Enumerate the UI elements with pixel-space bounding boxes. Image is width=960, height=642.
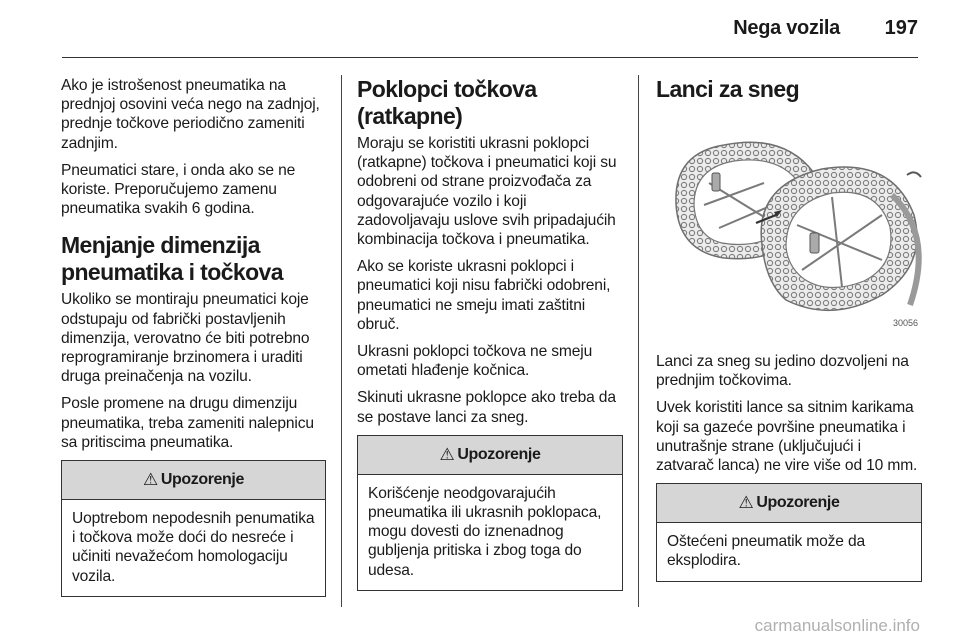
warning-triangle-icon: ⚠ — [439, 444, 455, 464]
warning-box-1 — [61, 460, 326, 597]
paragraph-remove-covers: Skinuti ukrasne poklopce ako treba da se postave lanci za sneg. — [357, 389, 616, 426]
heading-snow-chains: Lanci za sneg — [656, 76, 800, 102]
paragraph-front-wheels-only: Lanci za sneg su jedino dozvoljeni na prednjim točkovima. — [656, 353, 909, 390]
watermark-text: carmanualsonline.info — [754, 616, 920, 635]
warning-header — [657, 484, 921, 523]
heading-wheel-covers: Poklopci točkova (ratkapne) — [357, 76, 537, 129]
column-2 — [357, 76, 623, 591]
paragraph-approved-covers: Moraju se koristiti ukrasni poklopci (ratkapne) točkova i pneumatici koji su odobreni od strane proizvođača za odgovarajuće vozilo i koji zadovoljavaju uslove svih pripadajućih kombinacija točkova i pneumatika. — [357, 135, 617, 249]
column-1 — [61, 76, 326, 597]
page-header — [0, 0, 960, 58]
section-title: Nega vozila — [733, 17, 840, 39]
column-divider-2 — [638, 75, 639, 607]
paragraph-speedometer: Ukoliko se montiraju pneumatici koje odstupaju od fabrički postavljenih dimenzija, verovatno će biti potrebno reprogramiranje brzinomera i uraditi druga preinačenja na vozilu. — [61, 291, 310, 386]
paragraph-rim-protector: Ako se koriste ukrasni poklopci i pneumatici koji nisu fabrički odobreni, pneumatici ne smeju imati zaštitni obruč. — [357, 258, 611, 333]
paragraph-small-links: Uvek koristiti lance sa sitnim karikama koji sa gazeće površine pneumatika i unutrašnje strane (uključujući i zatvarač lanca) ne vire više od 10 mm. — [656, 399, 918, 475]
paragraph-tire-rotation: Ako je istrošenost pneumatika na prednjoj osovini veća nego na zadnjoj, prednje točkove periodično zameniti zadnjim. — [61, 77, 320, 152]
warning-text: Korišćenje neodgovarajućih pneumatika ili ukrasnih poklopaca, mogu dovesti do iznenadnog gubljenja pritiska i zbog toga do udesa. — [368, 484, 602, 579]
snow-chains-illustration — [656, 113, 922, 331]
warning-text: Oštećeni pneumatik može da eksplodira. — [667, 533, 866, 570]
figure-number: 30056 — [892, 318, 918, 328]
warning-header — [62, 461, 325, 500]
paragraph-tire-aging: Pneumatici stare, i onda ako se ne koriste. Preporučujemo zamenu pneumatika svakih 6 godina. — [61, 161, 296, 218]
header-rule — [62, 57, 918, 58]
warning-title: Upozorenje — [160, 471, 244, 489]
heading-tire-size-change: Menjanje dimenzija pneumatika i točkova — [61, 232, 283, 286]
column-divider-1 — [341, 75, 342, 607]
warning-triangle-icon: ⚠ — [143, 470, 158, 490]
paragraph-pressure-label: Posle promene na drugu dimenziju pneumatika, treba zameniti nalepnicu sa pritiscima pneumatika. — [61, 395, 314, 451]
warning-text: Uoptrebom nepodesnih penumatika i točkova može doći do nesreće i učiniti nevažećom homologaciju vozila. — [72, 510, 315, 585]
warning-title: Upozorenje — [457, 445, 541, 463]
warning-triangle-icon: ⚠ — [738, 493, 754, 513]
warning-box-2 — [357, 435, 623, 591]
warning-title: Upozorenje — [756, 494, 840, 512]
warning-box-3 — [656, 483, 922, 581]
paragraph-brake-cooling: Ukrasni poklopci točkova ne smeju ometati hlađenje kočnica. — [357, 343, 593, 380]
warning-header — [358, 436, 622, 475]
page-number: 197 — [884, 17, 918, 39]
column-3 — [656, 76, 922, 582]
